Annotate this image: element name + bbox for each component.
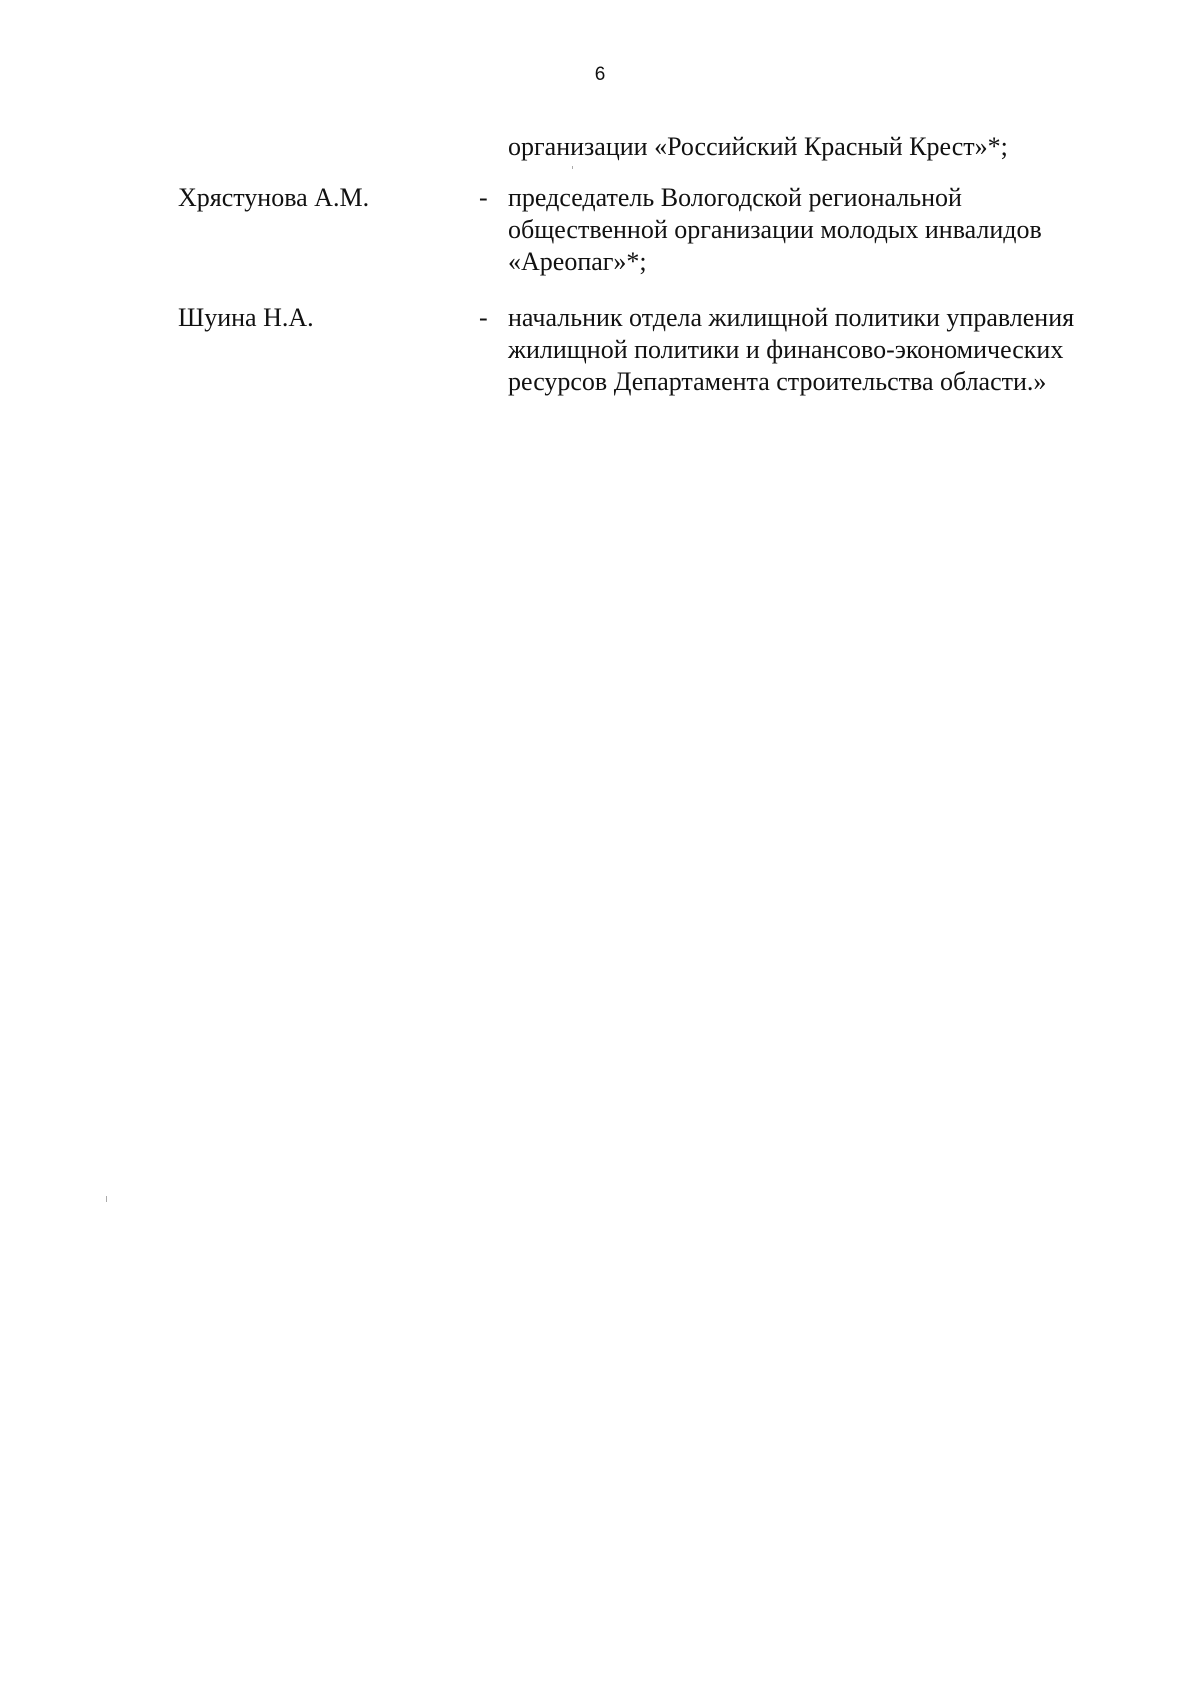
member-position-line: начальник отдела жилищной политики управления [508,303,1075,332]
member-position-line: председатель Вологодской региональной [508,183,962,212]
member-name: Шуина Н.А. [178,303,314,332]
scan-speck [106,1196,107,1202]
member-position-line: жилищной политики и финансово-экономических [508,335,1064,364]
member-position-line: «Ареопаг»*; [508,247,647,276]
member-position [508,302,1148,398]
member-dash: - [479,183,488,212]
member-dash: - [479,303,488,332]
page-number: 6 [594,64,606,85]
member-position [508,182,1148,278]
member-position-line: общественной организации молодых инвалидов [508,215,1042,244]
continued-description: организации «Российский Красный Крест»*; [508,132,1008,161]
member-position-line: ресурсов Департамента строительства области.» [508,367,1047,396]
scan-speck [572,166,573,169]
member-name: Хрястунова А.М. [178,183,370,212]
